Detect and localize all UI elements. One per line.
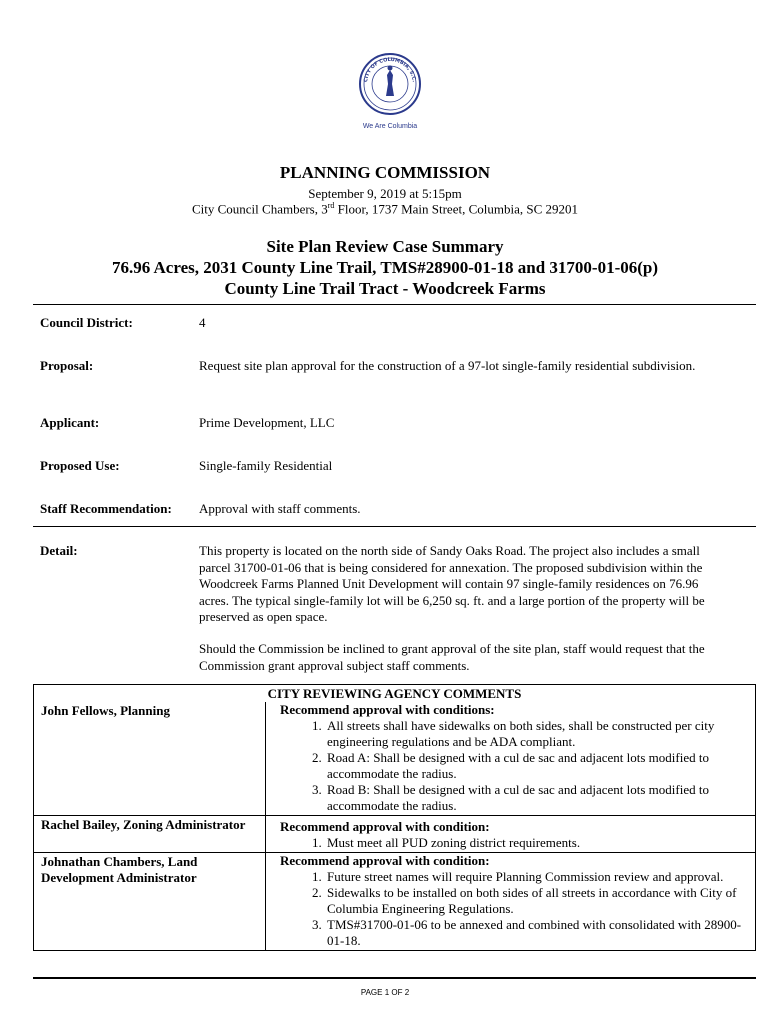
reviewer-name: John Fellows, Planning (34, 702, 266, 816)
footer-divider (33, 977, 756, 979)
meeting-date: September 9, 2019 at 5:15pm (308, 186, 462, 201)
table-row (34, 702, 756, 816)
list-item: 1. Future street names will require Planning Commission review and approval. (325, 869, 747, 885)
staff-recommendation-value: Approval with staff comments. (199, 501, 361, 516)
conditions-list (280, 869, 747, 949)
page-number: PAGE 1 OF 2 (360, 988, 410, 997)
svg-text:CITY OF COLUMBIA, S.C.: CITY OF COLUMBIA, S.C. (363, 56, 417, 83)
recommendation-text: Recommend approval with conditions: (280, 702, 495, 717)
proposal-label: Proposal: (40, 358, 94, 373)
proposed-use-label: Proposed Use: (40, 458, 120, 473)
detail-paragraph-1: This property is located on the north side of Sandy Oaks Road. The project also includes a small parcel 31700-01-06 that is being considered for annexation. The proposed subdivision within the Woodcreek Farms Planned Unit Development will contain 97 single-family residences on 76.96 acres. The typical single-family lot will be 6,250 sq. ft. and a large portion of the property will be preserved as open space. (199, 543, 705, 624)
proposed-use-value: Single-family Residential (199, 458, 333, 473)
list-item: 2. Sidewalks to be installed on both sides of all streets in accordance with City of Columbia Engineering Regulations. (325, 885, 747, 917)
applicant-value: Prime Development, LLC (199, 415, 335, 430)
page-title: PLANNING COMMISSION (279, 163, 491, 182)
divider (33, 304, 756, 305)
city-seal-logo (355, 52, 425, 134)
detail-label: Detail: (40, 543, 78, 558)
council-district-value: 4 (199, 315, 206, 330)
table-row (34, 816, 756, 853)
council-district-label: Council District: (40, 315, 133, 330)
table-row (34, 853, 756, 951)
list-item: 3. TMS#31700-01-06 to be annexed and combined with consolidated with 28900-01-18. (325, 917, 747, 949)
svg-text:We Are Columbia: We Are Columbia (362, 123, 418, 130)
divider (33, 526, 756, 527)
reviewer-name: Johnathan Chambers, Land Development Administrator (34, 853, 266, 951)
agency-comments-heading: CITY REVIEWING AGENCY COMMENTS (34, 685, 756, 703)
proposal-value: Request site plan approval for the construction of a 97-lot single-family residential subdivision. (199, 358, 696, 373)
summary-line-3: County Line Trail Tract - Woodcreek Farms (224, 279, 546, 298)
summary-line-2: 76.96 Acres, 2031 County Line Trail, TMS#28900-01-18 and 31700-01-06(p) (111, 258, 659, 277)
applicant-label: Applicant: (40, 415, 100, 430)
reviewer-comment (266, 853, 756, 951)
list-item: 2. Road A: Shall be designed with a cul de sac and adjacent lots modified to accommodate the radius. (325, 750, 747, 782)
recommendation-text: Recommend approval with condition: (280, 819, 490, 834)
list-item: 1. Must meet all PUD zoning district requirements. (325, 835, 747, 851)
recommendation-text: Recommend approval with condition: (280, 853, 490, 868)
conditions-list (280, 835, 747, 851)
agency-comments-table (33, 684, 756, 951)
reviewer-name: Rachel Bailey, Zoning Administrator (34, 816, 266, 853)
summary-line-1: Site Plan Review Case Summary (266, 237, 504, 256)
reviewer-comment (266, 702, 756, 816)
detail-paragraph-2: Should the Commission be inclined to grant approval of the site plan, staff would request that the Commission grant approval subject staff comments. (199, 641, 705, 673)
conditions-list (280, 718, 747, 814)
list-item: 1. All streets shall have sidewalks on both sides, shall be constructed per city engineering regulations and be ADA compliant. (325, 718, 747, 750)
list-item: 3. Road B: Shall be designed with a cul de sac and adjacent lots modified to accommodate the radius. (325, 782, 747, 814)
reviewer-comment (266, 816, 756, 853)
meeting-location: City Council Chambers, 3rd Floor, 1737 Main Street, Columbia, SC 29201 (191, 201, 579, 217)
case-summary-heading (0, 236, 770, 299)
staff-recommendation-label: Staff Recommendation: (40, 501, 172, 516)
